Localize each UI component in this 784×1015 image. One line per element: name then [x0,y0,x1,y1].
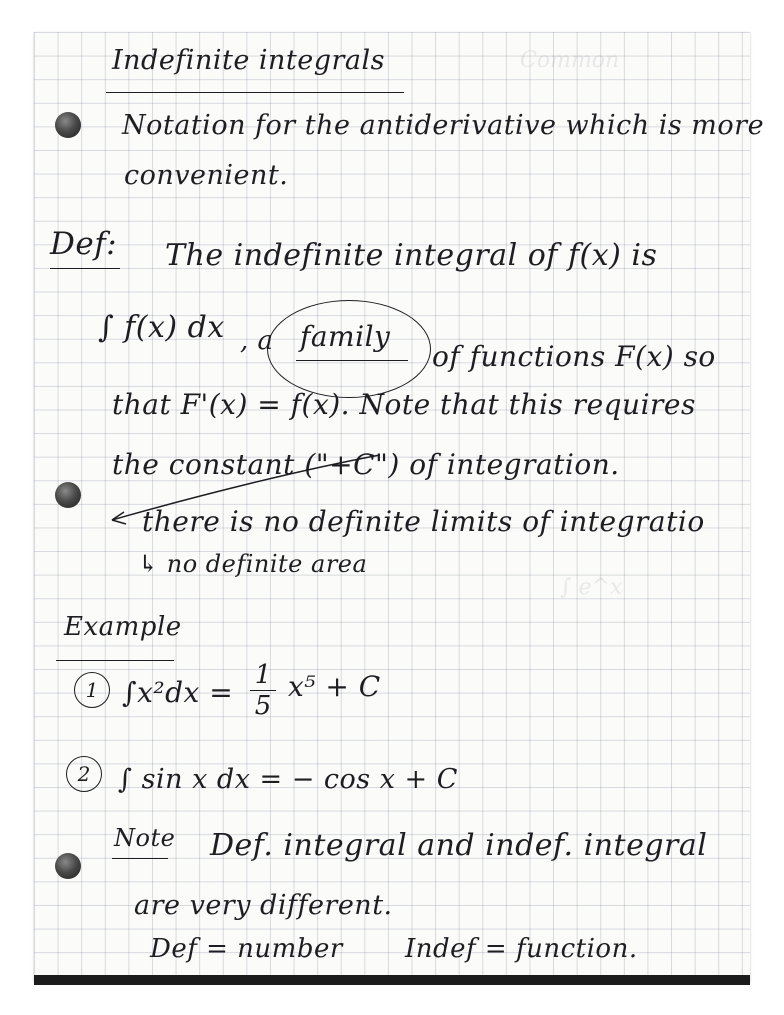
note-label: Note [114,824,176,852]
definition-line-5: there is no definite limits of integratio [142,505,705,538]
note-indef-function: Indef = function. [405,934,638,964]
example-1-fraction-denominator: 5 [254,691,272,721]
note-def-number: Def = number [150,934,343,964]
example-1-fraction-numerator: 1 [254,660,272,690]
example-label-underline [56,660,174,661]
definition-line-6: ↳ no definite area [138,550,368,578]
intro-line-1: Notation for the antiderivative which is more [122,110,765,141]
definition-separator: , a [240,326,274,356]
circled-word-family: family [300,320,391,353]
page-title: Indefinite integrals [112,45,386,76]
example-2-expression: ∫ sin x dx = − cos x + C [118,764,458,795]
definition-line-3: that F'(x) = f(x). Note that this requires [112,388,696,421]
intro-line-2: convenient. [124,160,289,191]
note-line-1: Def. integral and indef. integral [210,828,708,863]
example-1-number: 1 [74,672,110,708]
bleed-through-text-2: ∫ e^x [560,575,623,600]
definition-line-2-rest: of functions F(x) so [432,340,716,373]
definition-label: Def: [50,226,118,262]
bleed-through-text: Common [520,48,620,73]
definition-line-1: The indefinite integral of f(x) is [165,238,658,273]
example-1-lhs: ∫x²dx = [122,676,234,709]
example-2-number: 2 [66,756,102,792]
example-1-rhs: x⁵ + C [288,670,381,703]
example-label: Example [64,612,182,642]
note-line-2: are very different. [134,890,393,921]
definition-integral-expr: ∫ f(x) dx [98,310,225,345]
definition-line-4: the constant ("+C") of integration. [112,448,620,481]
example-1-fraction [248,660,278,721]
note-label-underline [112,858,168,859]
